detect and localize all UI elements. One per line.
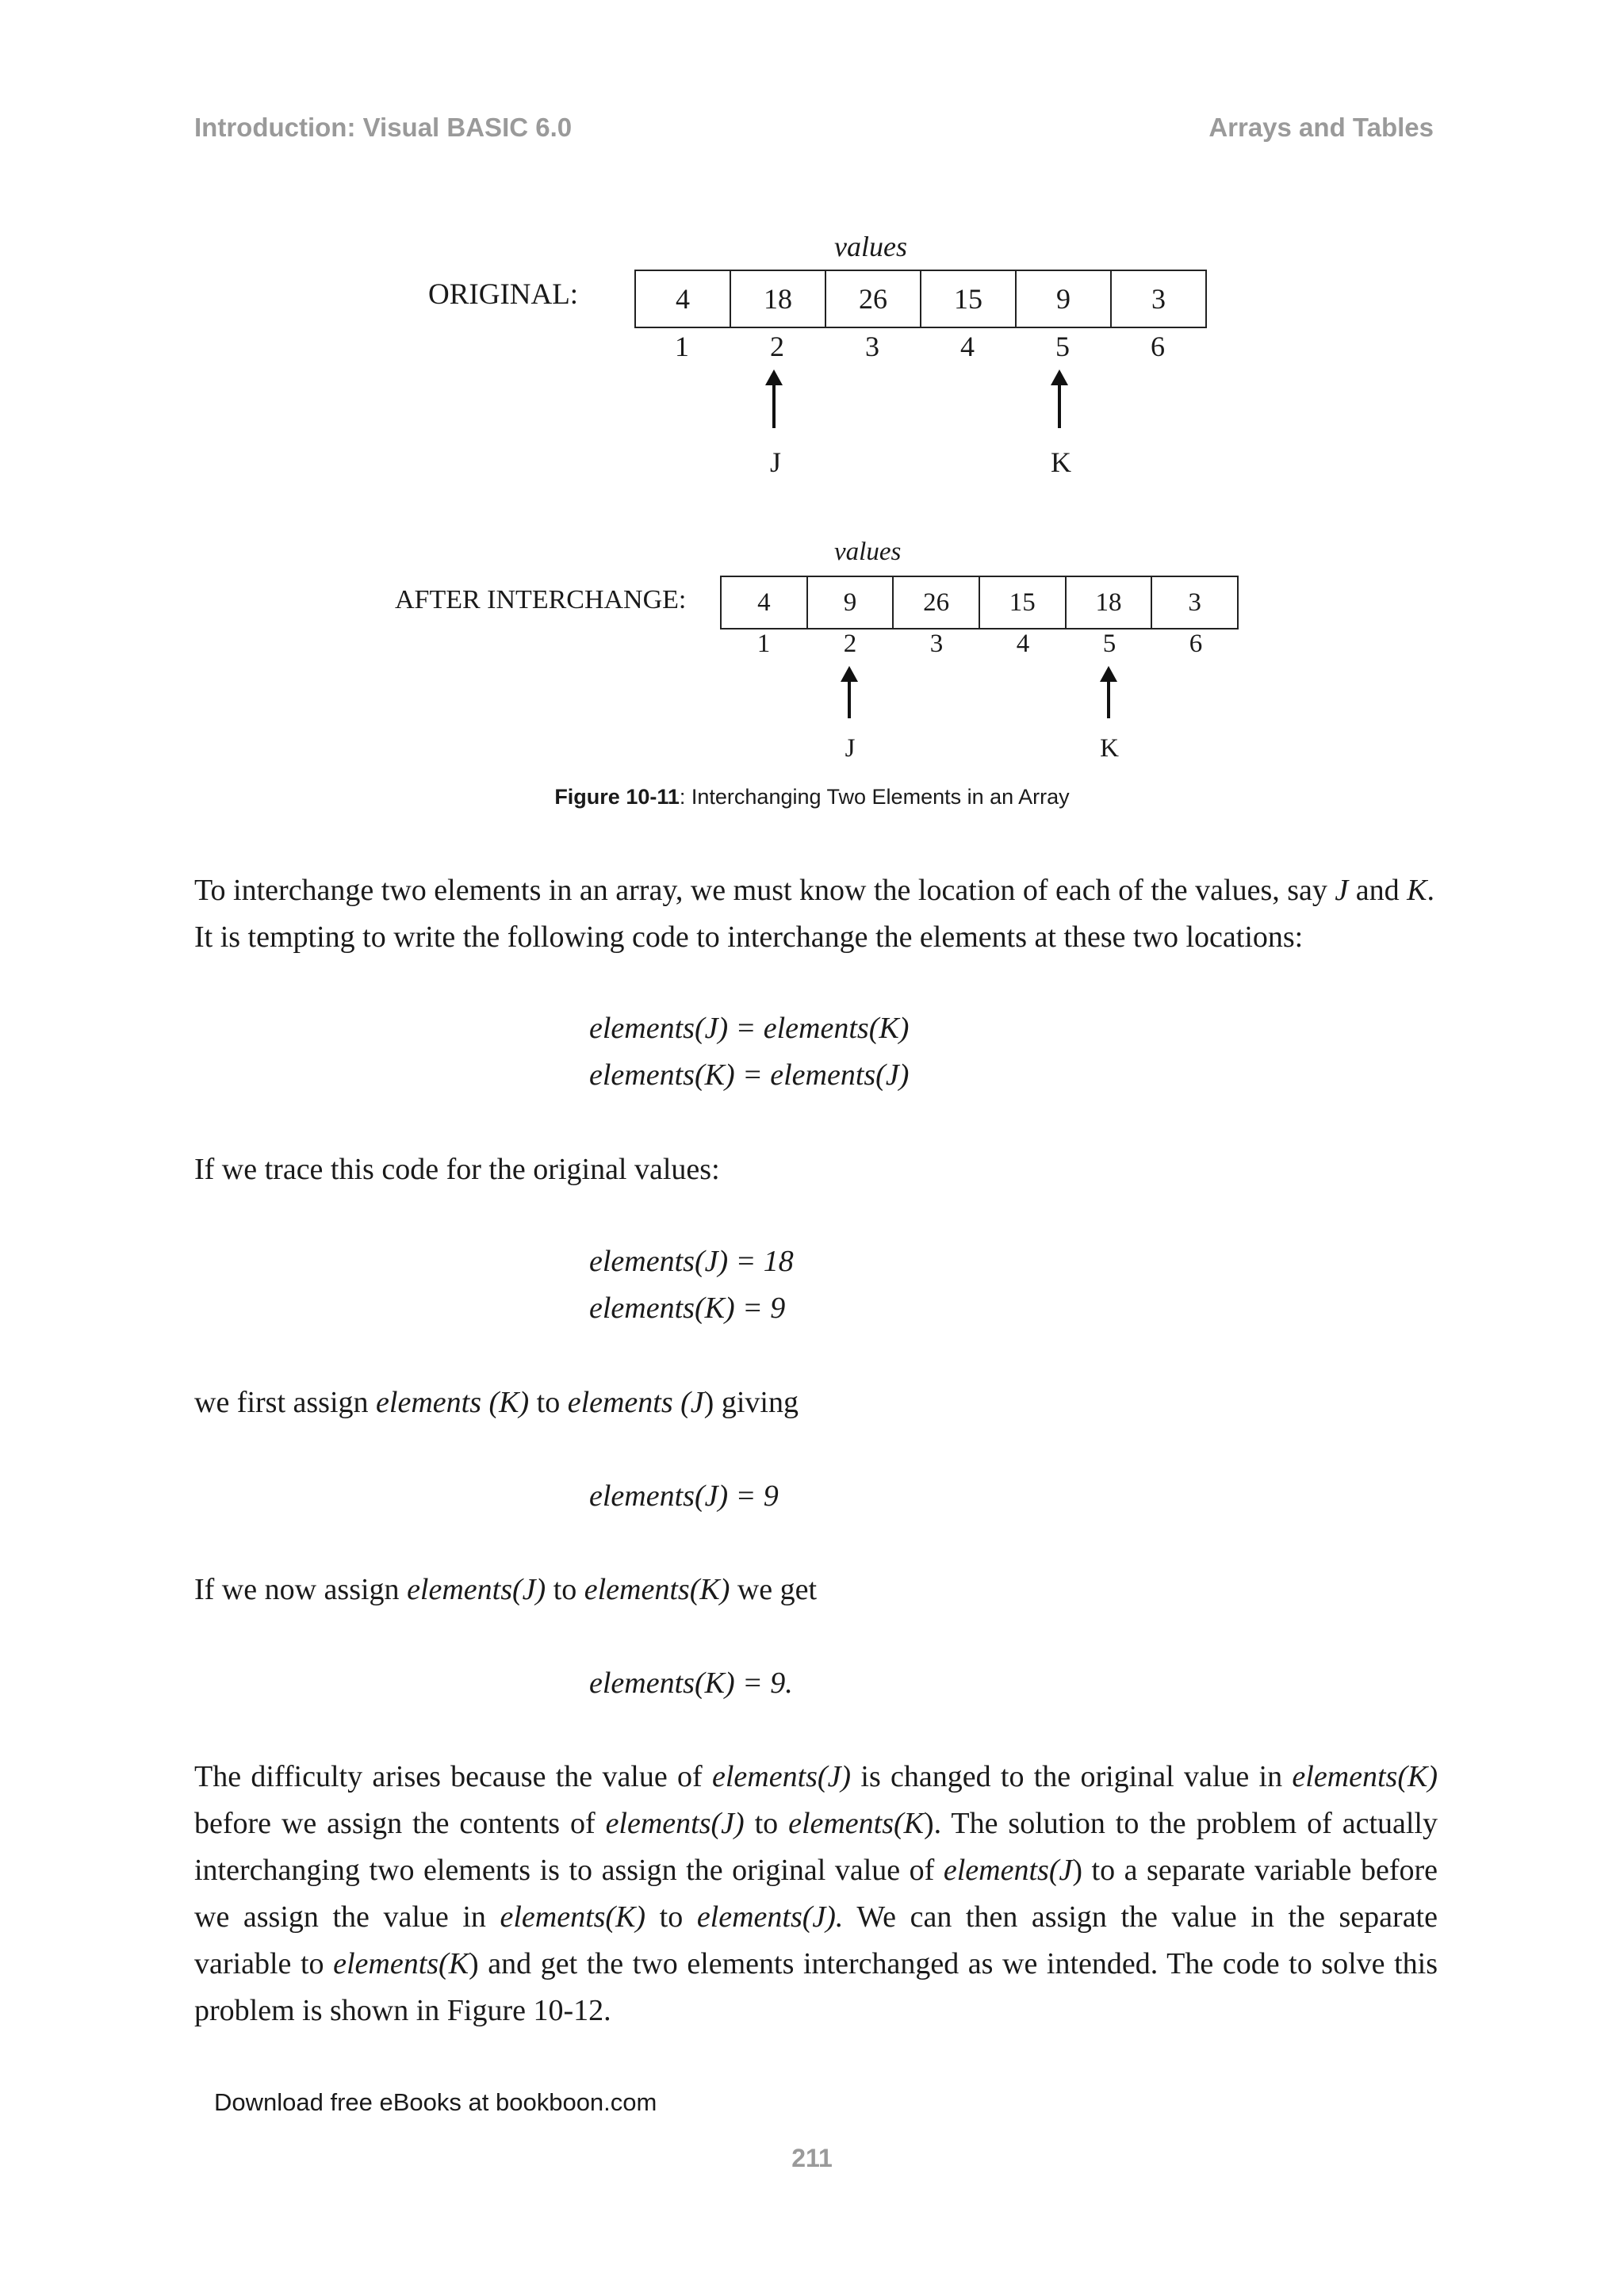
text-run-italic: elements(J <box>943 1854 1073 1887</box>
text-run: We can then assign the value in the separate variable to <box>194 1900 1438 1980</box>
paragraph-2: If we trace this code for the original values: <box>194 1153 720 1186</box>
text-run: before we assign the contents of <box>194 1807 606 1840</box>
text-run-italic: elements (J <box>567 1386 704 1419</box>
code-block-2 <box>589 1238 794 1332</box>
array-cell: 15 <box>979 576 1066 629</box>
pointer-j-label: J <box>769 446 781 478</box>
array-cell: 18 <box>730 270 825 327</box>
text-run-italic: elements(K) <box>500 1900 646 1934</box>
array-cell: 26 <box>825 270 921 327</box>
text-run-italic: elements(K) <box>584 1573 730 1606</box>
paragraph-3 <box>194 1380 1438 1426</box>
array-cell: 4 <box>635 270 730 327</box>
arrow-up-icon <box>848 679 851 718</box>
array-index: 6 <box>1151 331 1165 362</box>
arrow-up-icon <box>1107 679 1110 718</box>
original-array <box>634 270 1207 328</box>
code-line: elements(K) = 9 <box>589 1292 786 1325</box>
text-run: we first assign <box>194 1386 377 1419</box>
text-run: to <box>529 1386 568 1419</box>
text-run: we get <box>730 1573 818 1606</box>
array-index: 3 <box>929 629 944 658</box>
text-run: to <box>744 1807 789 1840</box>
array-name-label: values <box>834 538 902 566</box>
code-block-4: elements(K) = 9. <box>589 1667 793 1700</box>
text-run: . It is tempting to write the following code to interchange the elements at these two locations: <box>194 874 1435 954</box>
array-index: 5 <box>1102 629 1116 658</box>
array-index: 3 <box>865 331 879 362</box>
arrow-up-icon <box>1058 382 1061 428</box>
text-run: The difficulty arises because the value of <box>194 1760 712 1793</box>
code-line: elements(J) = 18 <box>589 1245 794 1278</box>
array-index: 6 <box>1189 629 1203 658</box>
pointer-k-label: K <box>1100 734 1119 763</box>
after-array <box>720 576 1239 629</box>
text-run: to <box>645 1900 697 1934</box>
page-number: 211 <box>791 2144 833 2172</box>
array-cell: 9 <box>807 576 894 629</box>
text-run-italic: J <box>1335 874 1349 907</box>
text-run: to <box>546 1573 584 1606</box>
array-cell: 3 <box>1111 270 1206 327</box>
arrow-up-icon <box>772 382 776 428</box>
text-run-italic: elements(J) <box>711 1760 852 1793</box>
running-header-right: Arrays and Tables <box>1208 113 1434 142</box>
text-run-italic: K <box>1407 874 1427 907</box>
array-index: 4 <box>1016 629 1030 658</box>
original-label: ORIGINAL: <box>428 278 579 311</box>
array-cell: 3 <box>1151 576 1238 629</box>
array-index: 2 <box>770 331 784 362</box>
pointer-k-label: K <box>1051 446 1071 478</box>
text-run-italic: elements(J) <box>407 1573 546 1606</box>
code-line: elements(J) = elements(K) <box>589 1012 910 1045</box>
text-run: If we now assign <box>194 1573 408 1606</box>
text-run-italic: elements(J). <box>696 1900 844 1934</box>
text-run: ) to a separate variable before we assign the value in <box>194 1854 1438 1934</box>
array-cell: 9 <box>1016 270 1111 327</box>
figure-caption <box>0 785 1624 809</box>
array-index: 2 <box>843 629 857 658</box>
array-cell: 15 <box>921 270 1016 327</box>
pointer-j-label: J <box>845 734 856 763</box>
text-run: ) giving <box>703 1386 799 1419</box>
running-header-left: Introduction: Visual BASIC 6.0 <box>194 113 573 142</box>
paragraph-4 <box>194 1567 1438 1613</box>
array-index: 4 <box>960 331 975 362</box>
download-link[interactable]: Download free eBooks at bookboon.com <box>214 2088 657 2116</box>
array-cell: 26 <box>893 576 979 629</box>
after-interchange-label: AFTER INTERCHANGE: <box>395 585 687 614</box>
paragraph-1 <box>194 867 1438 961</box>
text-run-italic: elements (K) <box>376 1386 530 1419</box>
paragraph-5 <box>194 1754 1438 2034</box>
code-block-3: elements(J) = 9 <box>589 1479 779 1513</box>
text-run-italic: elements(J) <box>605 1807 745 1840</box>
text-run-italic: elements(K <box>333 1947 469 1980</box>
figure-number: Figure 10-11 <box>554 785 680 809</box>
text-run: ). The solution to the problem of actually interchanging two elements is to assign the original value of <box>194 1807 1438 1887</box>
array-name-label: values <box>834 231 907 262</box>
code-block-1 <box>589 1005 909 1099</box>
text-run: ) and get the two elements interchanged as we intended. The code to solve this problem is shown in Figure 10-12. <box>194 1947 1438 2027</box>
text-run: is changed to the original value in <box>851 1760 1293 1793</box>
array-index: 1 <box>675 331 689 362</box>
array-cell: 18 <box>1066 576 1152 629</box>
text-run-italic: elements(K) <box>1292 1760 1438 1793</box>
array-cell: 4 <box>721 576 807 629</box>
text-run: and <box>1348 874 1408 907</box>
text-run-italic: elements(K <box>788 1807 925 1840</box>
array-index: 1 <box>756 629 771 658</box>
code-line: elements(K) = elements(J) <box>589 1058 910 1092</box>
array-index: 5 <box>1055 331 1070 362</box>
text-run: To interchange two elements in an array, we must know the location of each of the values, say <box>194 874 1335 907</box>
figure-caption-text: : Interchanging Two Elements in an Array <box>679 785 1070 809</box>
